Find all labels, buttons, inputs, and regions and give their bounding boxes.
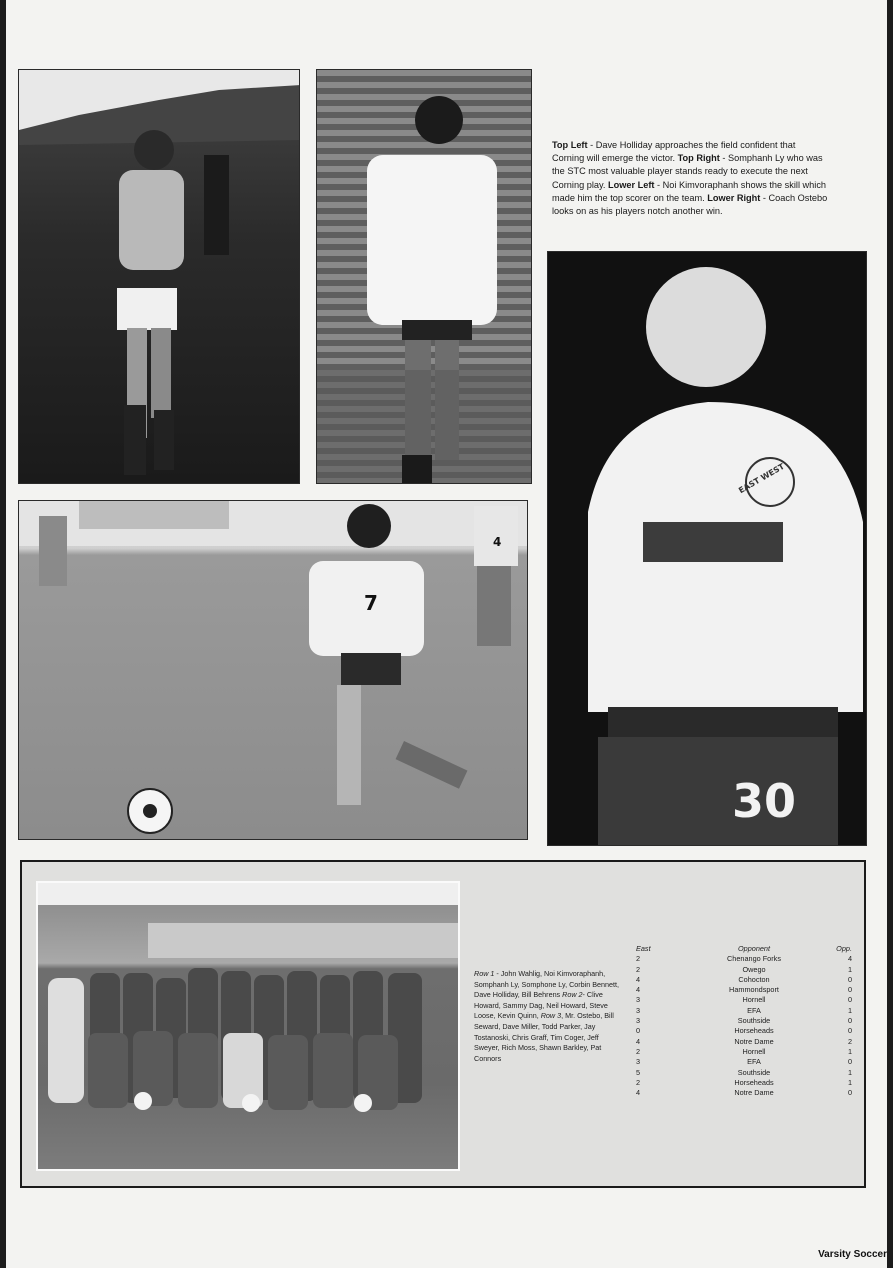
team-group-silhouette <box>38 883 458 1169</box>
opponent-score: 0 <box>847 974 852 984</box>
opponent-score: 1 <box>847 1046 852 1056</box>
scores-body <box>636 954 852 1098</box>
east-score: 3 <box>636 1005 641 1015</box>
player-silhouette-noi-kimvoraphanh <box>19 501 528 840</box>
opponent-score: 1 <box>847 1067 852 1077</box>
caption-text-lower-left: - Noi Kimvoraphanh shows the skill which made him the top scorer on the team. <box>552 179 827 203</box>
caption-text-top-right: - Somphanh Ly who was the STC most valuable player stands ready to execute the next Corning play. <box>552 153 823 190</box>
roster-row2-names: - Clive Howard, Sammy Dag, Neil Howard, Steve Loose, Kevin Quinn, <box>474 990 608 1021</box>
photo-lower-right <box>547 251 867 846</box>
yearbook-page <box>6 0 887 1268</box>
caption-text-lower-right: - Coach Ostebo looks on as his players notch another win. <box>552 192 828 217</box>
score-row <box>636 1006 852 1016</box>
opponent-name: Hornell <box>742 1046 766 1056</box>
caption-label-top-left: Top Left <box>552 140 588 150</box>
opponent-score: 4 <box>847 954 852 964</box>
score-row <box>636 1026 852 1036</box>
score-row <box>636 1057 852 1067</box>
header-opponent: Opponent <box>737 944 771 953</box>
player-silhouette-somphanh-ly <box>317 70 532 484</box>
east-score: 3 <box>636 1057 641 1067</box>
opponent-score: 1 <box>847 1005 852 1015</box>
caption-label-lower-right: Lower Right <box>707 192 761 203</box>
opponent-name: Horseheads <box>734 1026 774 1036</box>
roster-text <box>474 969 620 1064</box>
header-opp: Opp. <box>836 944 852 953</box>
east-score: 2 <box>636 1077 641 1087</box>
caption-text-top-left: - Dave Holliday approaches the field confident that Corning will emerge the victor. <box>552 140 796 164</box>
opponent-name: EFA <box>747 1057 761 1067</box>
east-score: 5 <box>636 1067 641 1077</box>
coach-shorts-number: 30 <box>732 774 797 828</box>
score-row <box>636 1088 852 1098</box>
opponent-name: Chenango Forks <box>727 954 781 964</box>
opponent-score: 0 <box>847 985 852 995</box>
roster-row3-label: Row 3 <box>540 1011 562 1021</box>
score-row <box>636 954 852 964</box>
east-score: 4 <box>636 1088 641 1098</box>
caption-label-lower-left: Lower Left <box>608 179 655 190</box>
opponent-name: Southside <box>737 1067 771 1077</box>
opponent-name: Notre Dame <box>734 1036 774 1046</box>
opponent-score: 2 <box>847 1036 852 1046</box>
east-score: 0 <box>636 1026 641 1036</box>
east-score: 4 <box>636 1036 641 1046</box>
score-row <box>636 1037 852 1047</box>
opponent-name: Owego <box>742 964 766 974</box>
opponent-name: Notre Dame <box>734 1088 774 1098</box>
opponent-name: EFA <box>747 1005 761 1015</box>
season-scores-table <box>636 944 852 1098</box>
opponent-name: Horseheads <box>734 1077 774 1087</box>
coach-jacket-logo: EAST WEST <box>737 461 786 496</box>
east-score: 4 <box>636 974 641 984</box>
header-east: East <box>636 944 651 953</box>
score-row <box>636 975 852 985</box>
caption-label-top-right: Top Right <box>677 153 720 164</box>
jersey-number-7: 7 <box>364 591 378 615</box>
opponent-score: 0 <box>847 1026 852 1036</box>
opponent-name: Hammondsport <box>729 985 779 995</box>
opponent-name: Cohocton <box>738 974 770 984</box>
east-score: 2 <box>636 954 641 964</box>
photo-top-right <box>316 69 532 484</box>
east-score: 4 <box>636 985 641 995</box>
score-row <box>636 1068 852 1078</box>
roster-row2-label: Row 2 <box>562 990 583 1000</box>
east-score: 2 <box>636 1046 641 1056</box>
opponent-name: Hornell <box>742 995 766 1005</box>
coach-silhouette <box>548 252 867 846</box>
opponent-score: 1 <box>847 1077 852 1087</box>
score-row <box>636 1078 852 1088</box>
photo-top-left <box>18 69 300 484</box>
photo-lower-left <box>18 500 528 840</box>
opponent-score: 0 <box>847 1016 852 1026</box>
page-footer: Varsity Soccer <box>818 1249 887 1260</box>
score-row <box>636 965 852 975</box>
east-score: 3 <box>636 995 641 1005</box>
opponent-score: 0 <box>847 1088 852 1098</box>
roster-row3-names: , Mr. Ostebo, Bill Seward, Dave Miller, Todd Parker, Jay Tostanoski, Chris Graff, Tim Coger, Jeff Sweyer, Rich Moss, Shawn Barkley, Pat Connors <box>474 1011 614 1063</box>
opponent-score: 1 <box>847 964 852 974</box>
jersey-number-4: 4 <box>493 535 502 549</box>
scores-header <box>636 944 852 954</box>
player-silhouette-dave-holliday <box>19 70 300 484</box>
team-section <box>20 860 866 1188</box>
opponent-score: 0 <box>847 1057 852 1067</box>
score-row <box>636 1047 852 1057</box>
photo-caption <box>552 139 828 218</box>
team-photo <box>36 881 460 1171</box>
roster-row1-label: Row 1 <box>474 969 495 978</box>
score-row <box>636 1016 852 1026</box>
opponent-score: 0 <box>847 995 852 1005</box>
roster-row1-names: - John Wahlig, Noi Kimvoraphanh, Somphanh Ly, Somphone Ly, Corbin Bennett, Dave Holliday, Bill Behrens <box>474 969 620 1000</box>
score-row <box>636 995 852 1005</box>
opponent-name: Southside <box>737 1016 771 1026</box>
east-score: 2 <box>636 964 641 974</box>
east-score: 3 <box>636 1016 641 1026</box>
score-row <box>636 985 852 995</box>
